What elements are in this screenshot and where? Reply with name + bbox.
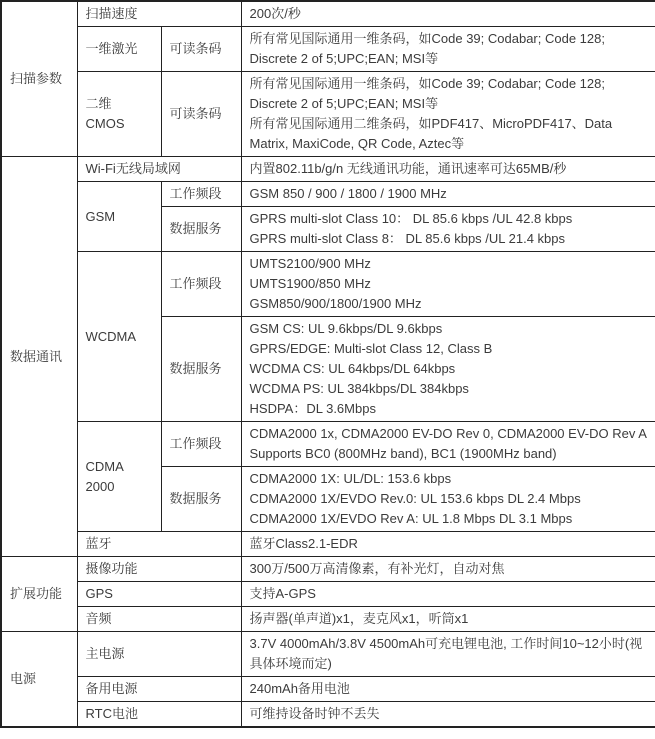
value-line: WCDMA CS: UL 64kbps/DL 64kbps: [249, 361, 456, 376]
table-row: [1, 607, 655, 632]
value-line: GSM 850 / 900 / 1800 / 1900 MHz: [249, 186, 447, 201]
spec-name-cell-1d-laser: 一维激光: [77, 27, 161, 72]
table-row: [1, 182, 655, 207]
spec-value-cell: [241, 532, 655, 557]
spec-name-cell-bluetooth: 蓝牙: [77, 532, 241, 557]
table-row: [1, 27, 655, 72]
category-cell-scan-params: 扫描参数: [1, 1, 77, 157]
category-cell-extended-features: 扩展功能: [1, 557, 77, 632]
spec-value-cell: [241, 582, 655, 607]
table-row: [1, 252, 655, 317]
spec-value-cell: [241, 252, 655, 317]
spec-name-cell-camera: 摄像功能: [77, 557, 241, 582]
spec-name-cell-2d-cmos: [77, 72, 161, 157]
spec-subname-cell: 工作频段: [161, 422, 241, 467]
spec-subname-cell: 工作频段: [161, 182, 241, 207]
spec-value-cell: [241, 702, 655, 728]
table-row: [1, 632, 655, 677]
value-line: 所有常见国际通用二维条码，如PDF417、MicroPDF417、Data Matrix, MaxiCode, QR Code, Aztec等: [249, 116, 613, 151]
spec-value-cell: [241, 27, 655, 72]
spec-name-cell-main-power: 主电源: [77, 632, 241, 677]
value-line: 300万/500万高清像素，有补光灯，自动对焦: [249, 561, 505, 576]
spec-value-cell: [241, 207, 655, 252]
label-line: 2000: [85, 478, 115, 494]
value-line: GPRS/EDGE: Multi-slot Class 12, Class B: [249, 341, 493, 356]
spec-name-cell-gps: GPS: [77, 582, 241, 607]
value-line: 200次/秒: [249, 6, 301, 21]
spec-value-cell: [241, 72, 655, 157]
spec-name-cell-rtc-battery: RTC电池: [77, 702, 241, 728]
value-line: UMTS2100/900 MHz: [249, 256, 371, 271]
value-line: GSM850/900/1800/1900 MHz: [249, 296, 422, 311]
value-line: GPRS multi-slot Class 8： DL 85.6 kbps /UL 21.4 kbps: [249, 231, 566, 246]
category-cell-data-comm: 数据通讯: [1, 157, 77, 557]
spec-value-cell: [241, 1, 655, 27]
value-line: 扬声器(单声道)x1，麦克风x1，听筒x1: [249, 611, 469, 626]
spec-name-cell-backup-power: 备用电源: [77, 677, 241, 702]
table-row: [1, 702, 655, 728]
spec-subname-cell: 数据服务: [161, 317, 241, 422]
value-line: 240mAh备用电池: [249, 681, 350, 696]
spec-name-cell-wifi: Wi-Fi无线局域网: [77, 157, 241, 182]
category-cell-power: 电源: [1, 632, 77, 728]
value-line: HSDPA：DL 3.6Mbps: [249, 401, 376, 416]
table-row: [1, 422, 655, 467]
table-row: [1, 532, 655, 557]
label-line: CDMA: [85, 458, 124, 474]
value-line: UMTS1900/850 MHz: [249, 276, 371, 291]
spec-name-cell-gsm: GSM: [77, 182, 161, 252]
table-row: [1, 1, 655, 27]
spec-subname-cell: 数据服务: [161, 207, 241, 252]
value-line: CDMA2000 1x, CDMA2000 EV-DO Rev 0, CDMA2000 EV-DO Rev A Supports BC0 (800MHz band), BC1 (1900MHz band): [249, 426, 647, 461]
value-line: 可维持设备时钟不丢失: [249, 706, 380, 721]
value-line: 蓝牙Class2.1-EDR: [249, 536, 358, 551]
value-line: 所有常见国际通用一维条码，如Code 39; Codabar; Code 128; Discrete 2 of 5;UPC;EAN; MSI等: [249, 76, 605, 111]
value-line: 内置802.11b/g/n 无线通讯功能，通讯速率可达65MB/秒: [249, 161, 567, 176]
spec-subname-cell: 可读条码: [161, 72, 241, 157]
spec-value-cell: [241, 467, 655, 532]
value-line: 所有常见国际通用一维条码，如Code 39; Codabar; Code 128; Discrete 2 of 5;UPC;EAN; MSI等: [249, 31, 605, 66]
value-line: CDMA2000 1X/EVDO Rev A: UL 1.8 Mbps DL 3.1 Mbps: [249, 511, 573, 526]
spec-value-cell: [241, 157, 655, 182]
spec-value-cell: [241, 677, 655, 702]
spec-value-cell: [241, 422, 655, 467]
spec-subname-cell: 数据服务: [161, 467, 241, 532]
spec-value-cell: [241, 317, 655, 422]
label-line: 二维: [85, 96, 112, 111]
value-line: GSM CS: UL 9.6kbps/DL 9.6kbps: [249, 321, 443, 336]
spec-value-cell: [241, 632, 655, 677]
value-line: CDMA2000 1X/EVDO Rev.0: UL 153.6 kbps DL 2.4 Mbps: [249, 491, 581, 506]
value-line: GPRS multi-slot Class 10： DL 85.6 kbps /UL 42.8 kbps: [249, 211, 573, 226]
table-row: [1, 557, 655, 582]
table-row: [1, 582, 655, 607]
spec-name-cell-scan-speed: 扫描速度: [77, 1, 241, 27]
table-row: [1, 157, 655, 182]
table-row: [1, 677, 655, 702]
value-line: WCDMA PS: UL 384kbps/DL 384kbps: [249, 381, 469, 396]
spec-value-cell: [241, 182, 655, 207]
spec-name-cell-cdma2000: [77, 422, 161, 532]
spec-value-cell: [241, 607, 655, 632]
spec-subname-cell: 可读条码: [161, 27, 241, 72]
value-line: 3.7V 4000mAh/3.8V 4500mAh可充电锂电池, 工作时间10~12小时(视具体环境而定): [249, 636, 643, 671]
spec-value-cell: [241, 557, 655, 582]
spec-name-cell-wcdma: WCDMA: [77, 252, 161, 422]
spec-subname-cell: 工作频段: [161, 252, 241, 317]
table-row: [1, 72, 655, 157]
value-line: 支持A-GPS: [249, 586, 316, 601]
value-line: CDMA2000 1X: UL/DL: 153.6 kbps: [249, 471, 452, 486]
label-line: CMOS: [85, 116, 125, 131]
spec-name-cell-audio: 音频: [77, 607, 241, 632]
